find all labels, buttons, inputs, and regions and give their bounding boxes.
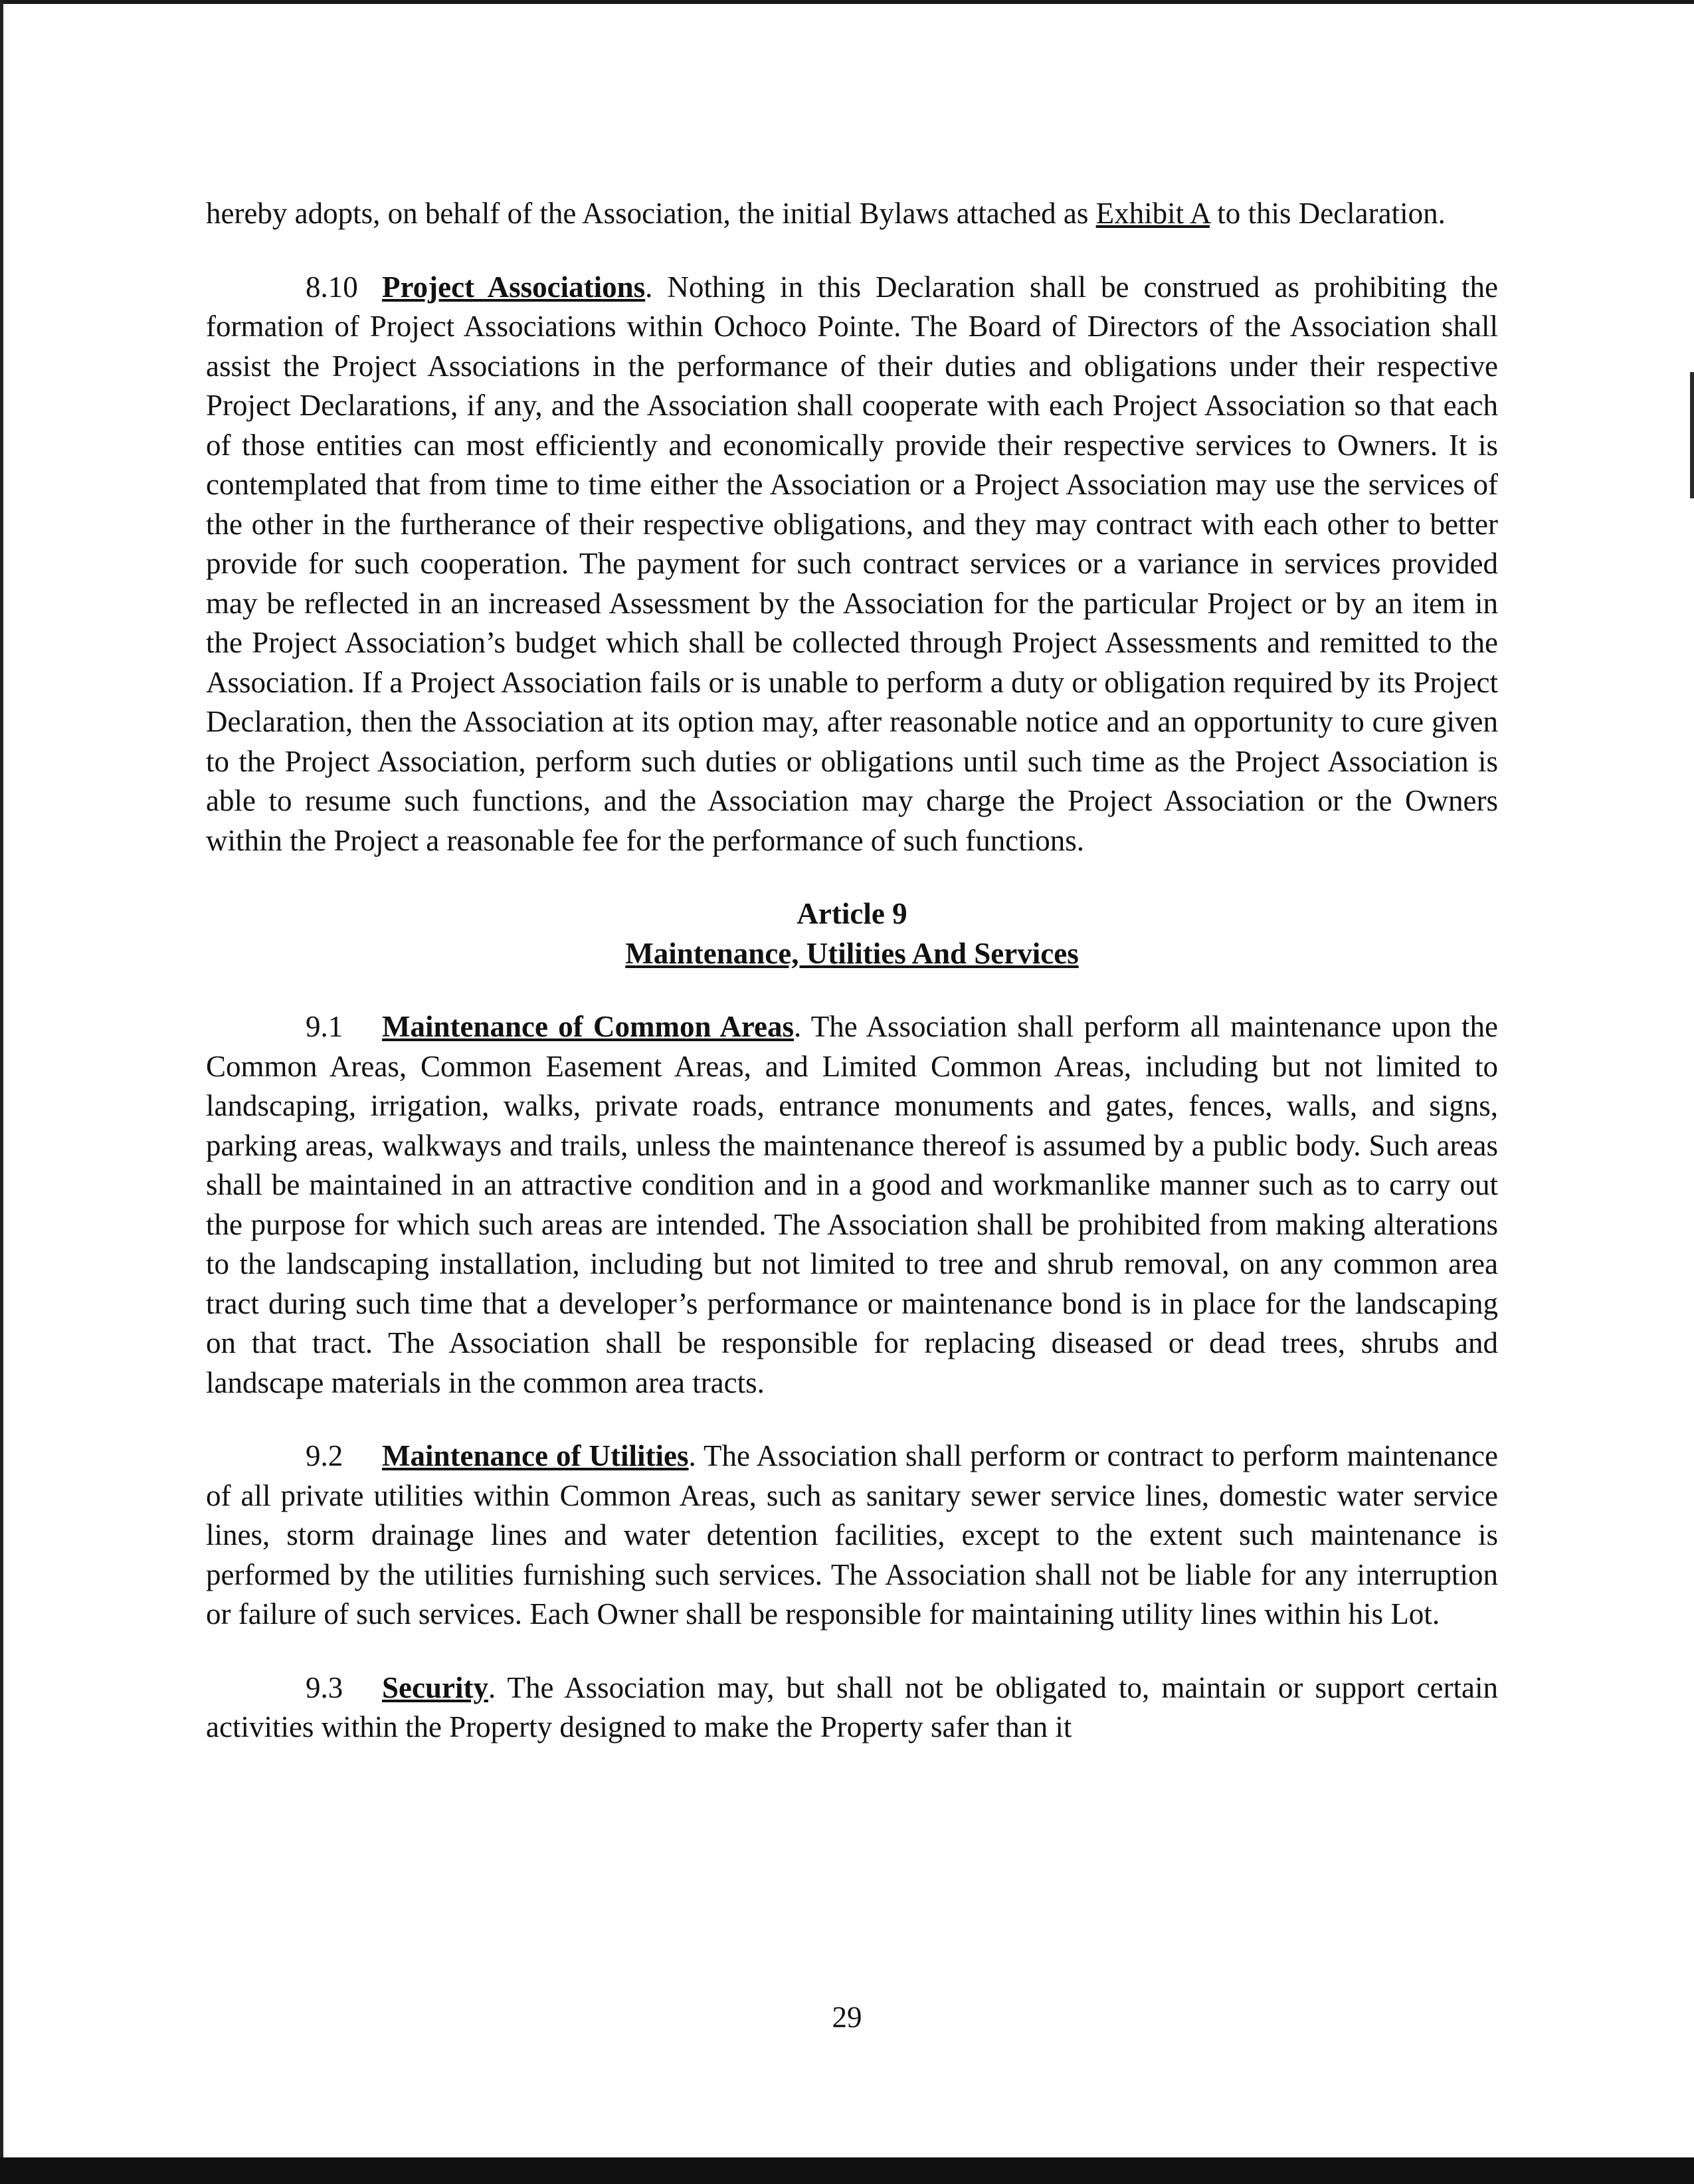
section-body: . The Association shall perform all maintenance upon the Common Areas, Common Easement Areas, and Limited Common Areas, including but not limited to landscaping, irrigation, walks, private roads, entrance monuments and gates, fences, walls, and signs, parking areas, walkways and trails, unless the maintenance thereof is assumed by a public body. Such areas shall be maintained in an attractive condition and in a good and workmanlike manner such as to carry out the purpose for which such areas are intended. The Association shall be prohibited from making alterations to the landscaping installation, including but not limited to tree and shrub removal, on any common area tract during such time that a developer’s performance or maintenance bond is in place for the landscaping on that tract. The Association shall be responsible for replacing diseased or dead trees, shrubs and landscape materials in the common area tracts. xyxy=(206,1010,1499,1399)
intro-text-end: to this Declaration. xyxy=(1209,197,1446,230)
article-heading xyxy=(206,894,1498,973)
section-9-3 xyxy=(206,1668,1498,1747)
page-number: 29 xyxy=(832,2001,862,2034)
section-number: 9.1 xyxy=(306,1010,343,1043)
scan-border-bottom xyxy=(0,2157,1694,2184)
section-body: . The Association may, but shall not be obligated to, maintain or support certain activities within the Property designed to make the Property safer than it xyxy=(206,1670,1498,1743)
scan-border-top xyxy=(0,0,1694,4)
intro-paragraph xyxy=(206,194,1498,234)
section-heading: Security xyxy=(382,1670,488,1704)
section-8-10 xyxy=(206,268,1498,861)
section-number: 9.2 xyxy=(306,1439,343,1472)
section-heading: Maintenance of Common Areas xyxy=(382,1010,794,1043)
exhibit-reference: Exhibit A xyxy=(1095,197,1210,230)
section-number: 9.3 xyxy=(306,1670,343,1704)
scan-border-left xyxy=(0,0,3,2184)
article-label: Article 9 xyxy=(797,897,907,930)
section-9-2 xyxy=(206,1437,1498,1635)
article-title: Maintenance, Utilities And Services xyxy=(625,936,1079,970)
section-number: 8.10 xyxy=(306,270,358,304)
section-9-1 xyxy=(206,1007,1498,1403)
document-page xyxy=(206,194,1498,1747)
intro-text: hereby adopts, on behalf of the Association, the initial Bylaws attached as xyxy=(206,197,1096,230)
section-heading: Project Associations xyxy=(382,270,646,304)
section-heading: Maintenance of Utilities xyxy=(382,1439,689,1472)
scan-edge-mark xyxy=(1690,372,1694,498)
section-body: . Nothing in this Declaration shall be construed as prohibiting the formation of Project Associations within Ochoco Pointe. The Board of Directors of the Association shall assist the Project Associations in the performance of their duties and obligations under their respective Project Declarations, if any, and the Association shall cooperate with each Project Association so that each of those entities can most efficiently and economically provide their respective services to Owners. It is contemplated that from time to time either the Association or a Project Association may use the services of the other in the furtherance of their respective obligations, and they may contract with each other to better provide for such cooperation. The payment for such contract services or a variance in services provided may be reflected in an increased Assessment by the Association for the particular Project or by an item in the Project Association’s budget which shall be collected through Project Assessments and remitted to the Association. If a Project Association fails or is unable to perform a duty or obligation required by its Project Declaration, then the Association at its option may, after reasonable notice and an opportunity to cure given to the Project Association, perform such duties or obligations until such time as the Project Association is able to resume such functions, and the Association may charge the Project Association or the Owners within the Project a reasonable fee for the performance of such functions. xyxy=(206,270,1498,857)
section-body: . The Association shall perform or contract to perform maintenance of all private utilities within Common Areas, such as sanitary sewer service lines, domestic water service lines, storm drainage lines and water detention facilities, except to the extent such maintenance is performed by the utilities furnishing such services. The Association shall not be liable for any interruption or failure of such services. Each Owner shall be responsible for maintaining utility lines within his Lot. xyxy=(206,1439,1498,1631)
